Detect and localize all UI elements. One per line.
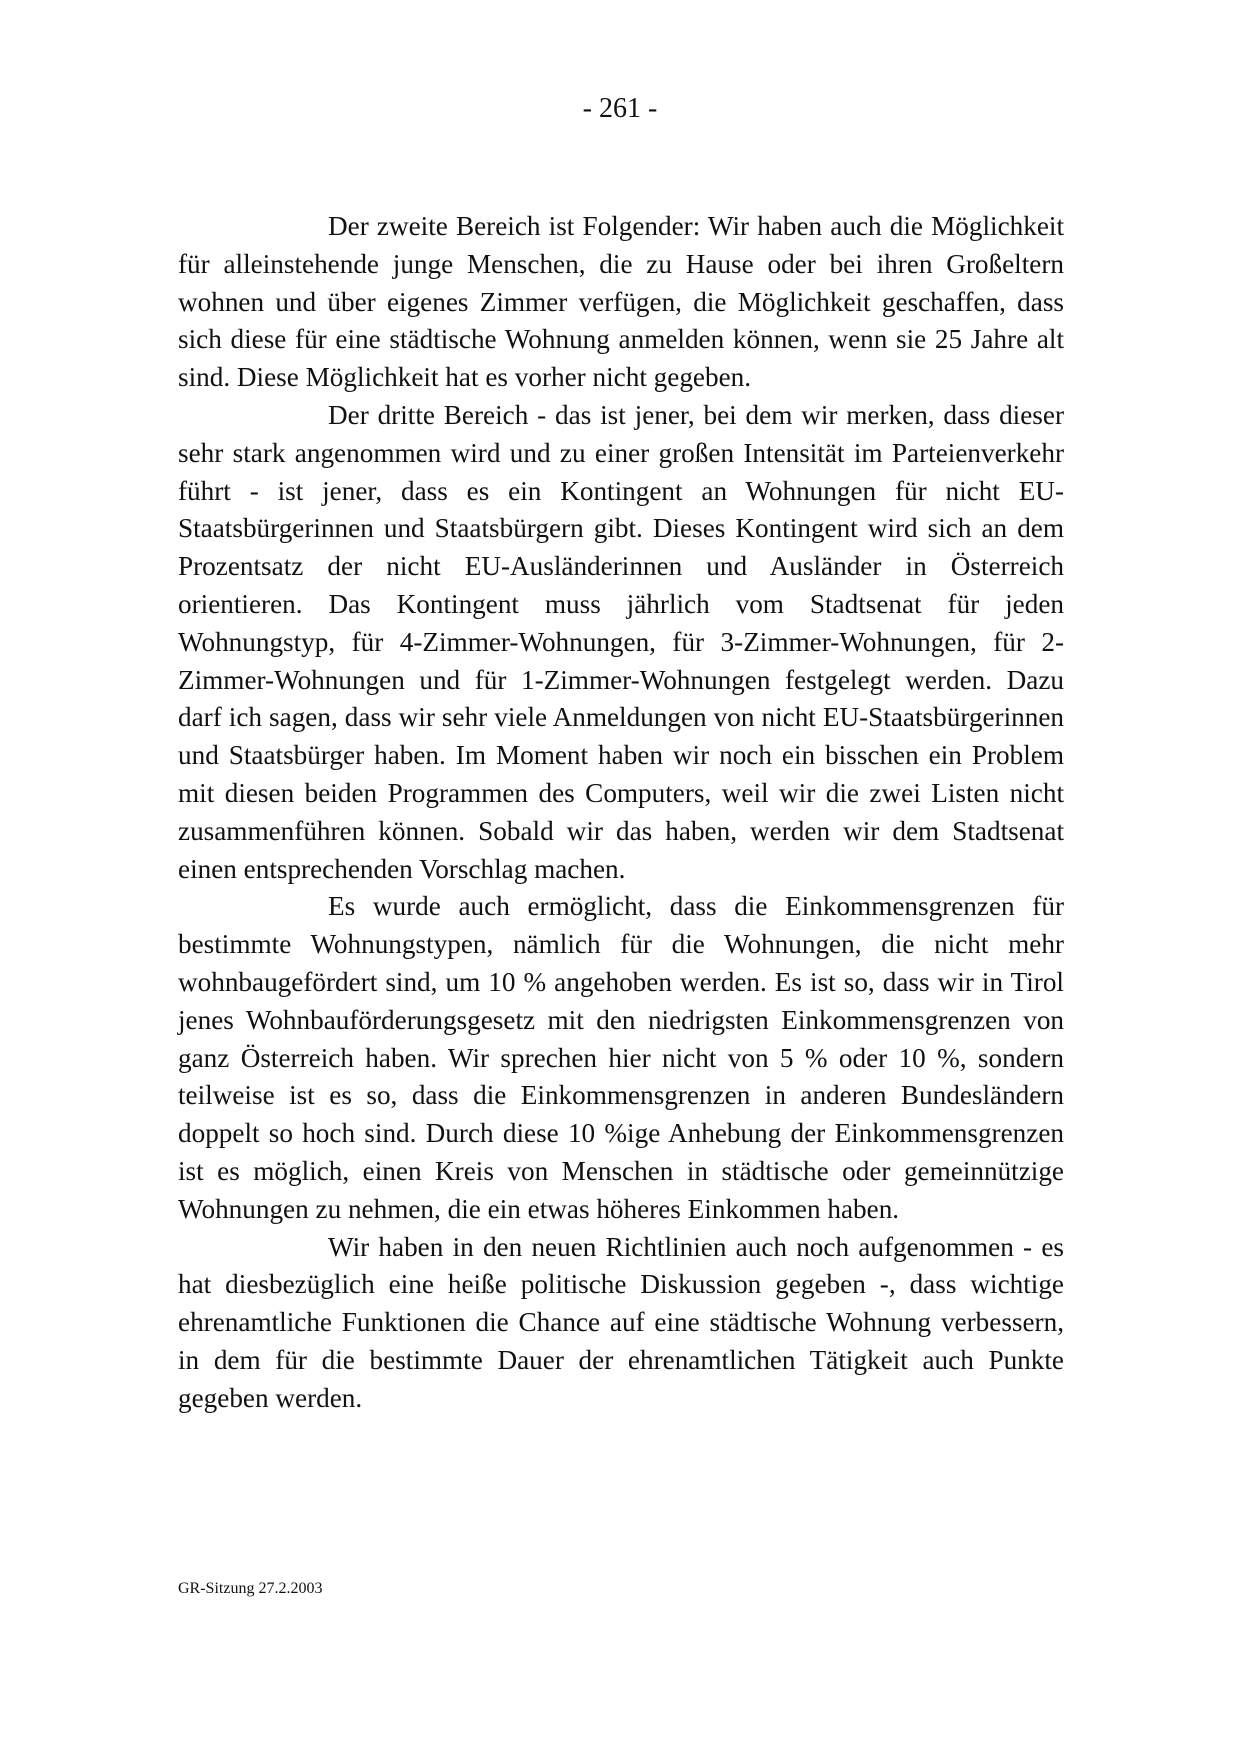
page-number: - 261 - (582, 93, 658, 124)
paragraph: Der zweite Bereich ist Folgender: Wir haben auch die Möglichkeit für alleinstehende junge Menschen, die zu Hause oder bei ihren Großeltern wohnen und über eigenes Zimmer verfügen, die Möglichkeit geschaffen, dass sich diese für eine städtische Wohnung anmelden können, wenn sie 25 Jahre alt sind. Diese Möglichkeit hat es vorher nicht gegeben. (178, 211, 1064, 393)
paragraph: Es wurde auch ermöglicht, dass die Einkommensgrenzen für bestimmte Wohnungstypen, nämlich für die Wohnungen, die nicht mehr wohnbaugefördert sind, um 10 % angehoben werden. Es ist so, dass wir in Tirol jenes Wohnbauförderungsgesetz mit den niedrigsten Einkommensgrenzen von ganz Österreich haben. Wir sprechen hier nicht von 5 % oder 10 %, sondern teilweise ist es so, dass die Einkommensgrenzen in anderen Bundesländern doppelt so hoch sind. Durch diese 10 %ige Anhebung der Einkommensgrenzen ist es möglich, einen Kreis von Menschen in städtische oder gemeinnützige Wohnungen zu nehmen, die ein etwas höheres Einkommen haben. (178, 891, 1064, 1224)
document-body (178, 208, 1064, 1418)
paragraph: Der dritte Bereich - das ist jener, bei dem wir merken, dass dieser sehr stark angenommen wird und zu einer großen Intensität im Parteienverkehr führt - ist jener, dass es ein Kontingent an Wohnungen für nicht EU-Staatsbürgerinnen und Staatsbürgern gibt. Dieses Kontingent wird sich an dem Prozentsatz der nicht EU-Ausländerinnen und Ausländer in Österreich orientieren. Das Kontingent muss jährlich vom Stadtsenat für jeden Wohnungstyp, für 4-Zimmer-Wohnungen, für 3-Zimmer-Wohnungen, für 2-Zimmer-Wohnungen und für 1-Zimmer-Wohnungen festgelegt werden. Dazu darf ich sagen, dass wir sehr viele Anmeldungen von nicht EU-Staatsbürgerinnen und Staatsbürger haben. Im Moment haben wir noch ein bisschen ein Problem mit diesen beiden Programmen des Computers, weil wir die zwei Listen nicht zusammenführen können. Sobald wir das haben, werden wir dem Stadtsenat einen entsprechenden Vorschlag machen. (178, 399, 1064, 884)
footer-session-date: GR-Sitzung 27.2.2003 (178, 1580, 323, 1597)
paragraph: Wir haben in den neuen Richtlinien auch noch aufgenommen - es hat diesbezüglich eine heiße politische Diskussion gegeben -, dass wichtige ehrenamtliche Funktionen die Chance auf eine städtische Wohnung verbessern, in dem für die bestimmte Dauer der ehrenamtlichen Tätigkeit auch Punkte gegeben werden. (178, 1231, 1064, 1413)
